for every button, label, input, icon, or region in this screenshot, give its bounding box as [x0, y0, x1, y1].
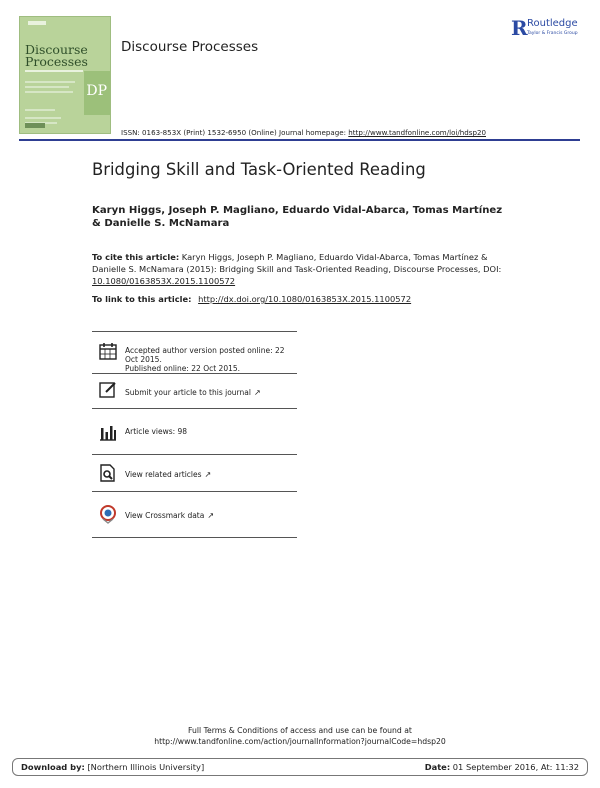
cover-text-line — [25, 86, 69, 88]
terms-url[interactable]: http://www.tandfonline.com/action/journalInformation?journalCode=hdsp20 — [154, 737, 446, 746]
downloaded-by-label: Download by: — [21, 762, 85, 772]
published-date: Published online: 22 Oct 2015. — [125, 364, 241, 373]
accepted-line2: Oct 2015. — [125, 355, 162, 364]
crossmark-link[interactable] — [125, 511, 214, 520]
document-search-icon — [98, 463, 118, 483]
article-views: Article views: 98 — [125, 427, 188, 436]
cover-text-line — [25, 81, 75, 83]
cite-doi-link[interactable]: 10.1080/0163853X.2015.1100572 — [92, 276, 236, 286]
publisher-tagline: Taylor & Francis Group — [527, 31, 578, 36]
terms-line1: Full Terms & Conditions of access and use can be found at — [188, 726, 412, 735]
meta-row-crossmark[interactable] — [92, 492, 297, 538]
article-authors: Karyn Higgs, Joseph P. Magliano, Eduardo Vidal-Abarca, Tomas Martínez & Danielle S. McNamara — [92, 205, 503, 229]
cover-title-line1: Discourse — [25, 42, 88, 57]
citation-block — [92, 251, 512, 287]
link-block — [92, 294, 411, 304]
cover-text-line — [25, 117, 61, 119]
header-divider — [19, 139, 580, 141]
related-articles-link[interactable] — [125, 470, 211, 479]
cite-label: To cite this article: — [92, 252, 180, 262]
submit-article-label: Submit your article to this journal — [125, 388, 251, 397]
download-date-value: 01 September 2016, At: 11:32 — [452, 762, 579, 772]
cover-text-line — [25, 91, 73, 93]
accepted-line1: Accepted author version posted online: 22 — [125, 346, 285, 355]
crossmark-label: View Crossmark data — [125, 511, 205, 520]
journal-homepage-link[interactable]: http://www.tandfonline.com/loi/hdsp20 — [348, 128, 486, 137]
download-date-label: Date: — [424, 762, 451, 772]
cover-text-line — [25, 109, 55, 111]
download-info-bar — [12, 758, 588, 776]
edit-icon — [98, 380, 118, 400]
related-articles-label: View related articles — [125, 470, 202, 479]
external-link-icon: ↗ — [204, 470, 212, 479]
downloaded-by-value: [Northern Illinois University] — [87, 762, 205, 772]
download-date — [425, 762, 579, 772]
issn-line — [121, 128, 486, 137]
cover-top-bar — [28, 21, 46, 25]
journal-cover — [19, 16, 111, 134]
terms-notice — [0, 725, 600, 747]
link-label: To link to this article: — [92, 294, 192, 304]
publisher-name: Routledge — [527, 18, 578, 29]
downloaded-by — [21, 762, 204, 772]
meta-dates-text — [125, 346, 285, 373]
cover-publisher-mark — [25, 123, 45, 128]
meta-row-submit[interactable] — [92, 374, 297, 409]
cover-subtitle-line — [25, 70, 83, 72]
routledge-r-icon: R — [511, 16, 528, 40]
submit-article-link[interactable] — [125, 388, 261, 397]
crossmark-icon — [98, 504, 118, 524]
meta-row-views — [92, 409, 297, 455]
bar-chart-icon — [98, 422, 118, 442]
cover-monogram: DP — [86, 83, 107, 99]
cover-title-line2: Processes — [25, 54, 88, 69]
meta-row-related[interactable] — [92, 455, 297, 492]
external-link-icon: ↗ — [207, 511, 215, 520]
article-doi-link[interactable]: http://dx.doi.org/10.1080/0163853X.2015.1100572 — [198, 294, 412, 304]
journal-name: Discourse Processes — [121, 39, 259, 55]
external-link-icon: ↗ — [253, 388, 261, 397]
calendar-icon — [98, 341, 118, 361]
cite-text: Karyn Higgs, Joseph P. Magliano, Eduardo Vidal-Abarca, Tomas Martínez & Danielle S. McNamara (2015): Bridging Skill and Task-Oriented Reading, Discourse Processes, DOI: — [92, 252, 502, 274]
article-title: Bridging Skill and Task-Oriented Reading — [92, 160, 426, 179]
meta-row-dates — [92, 332, 297, 374]
issn-text: ISSN: 0163-853X (Print) 1532-6950 (Online) Journal homepage: — [121, 128, 347, 137]
